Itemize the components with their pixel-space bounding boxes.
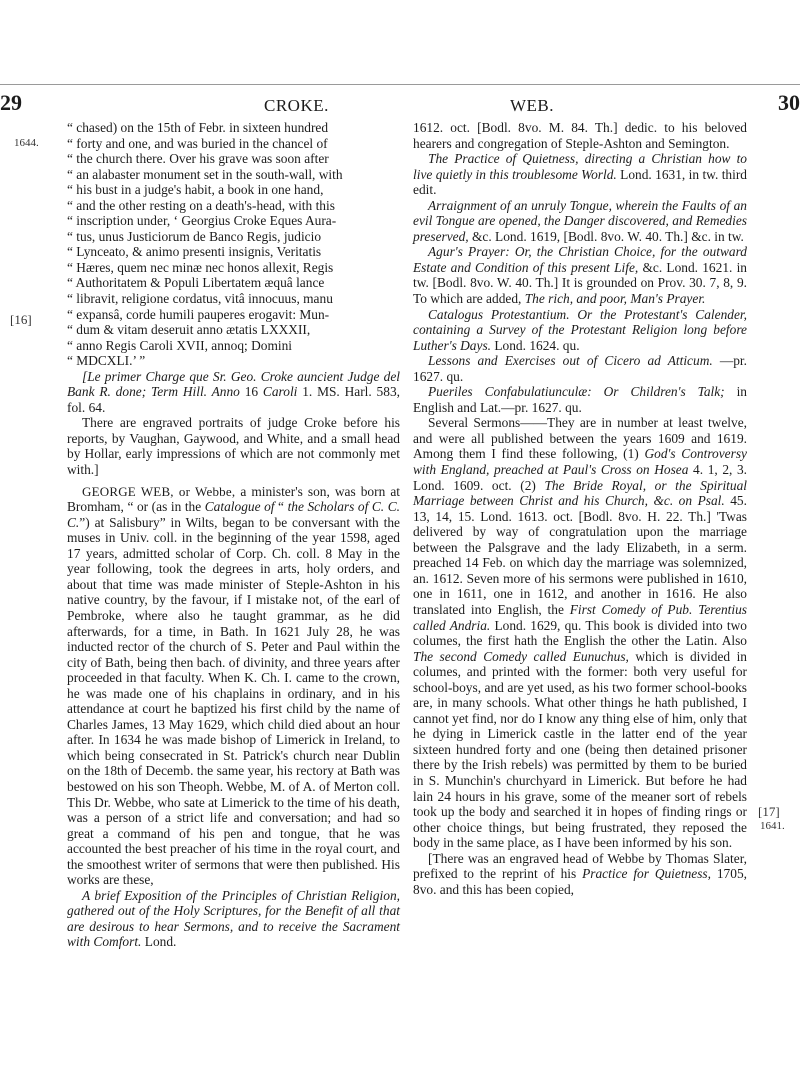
works-entry: 1612. oct. [Bodl. 8vo. M. 84. Th.] dedic. to his beloved hearers and congregation of Steple-Ashton and Semington. <box>413 120 747 151</box>
work-title: The rich, and poor, Man's Prayer. <box>524 291 706 307</box>
epitaph-line: “ the church there. Over his grave was soon after <box>67 151 329 167</box>
sermons-paragraph <box>413 415 747 850</box>
work-details: Lond. 1631, in tw. third edit. <box>413 166 747 198</box>
epitaph-line: “ his bust in a judge's habit, a book in one hand, <box>67 182 324 198</box>
works-entry <box>413 384 747 415</box>
work-details: Lond. 1624. qu. <box>491 337 580 353</box>
left-page-number: 29 <box>0 90 22 115</box>
work-details: —pr. 1627. qu. <box>413 353 747 384</box>
note-tail: 1. MS. Harl. 583, fol. 64. <box>67 384 400 415</box>
epitaph-line: “ dum & vitam deseruit anno ætatis LXXXII, <box>67 322 311 338</box>
work-title: Lessons and Exercises out of Cicero ad Atticum. <box>428 353 713 369</box>
engraving-note <box>413 851 747 898</box>
brief-exposition <box>67 888 400 950</box>
sermons-text: Several Sermons——They are in number at least twelve, and were all published between the years 1609 and 1619. Among them I find these following, (1) <box>413 415 747 462</box>
brief-exposition-title: A brief Exposition of the Principles of Christian Religion, gathered out of the Holy Scriptures, for the Benefit of all that are desirous to hear Sermons, and to receive the Sacrament with Comfort. <box>67 887 400 950</box>
epitaph-line: “ expansâ, corde humili pauperes erogavit: Mun- <box>67 306 330 322</box>
epitaph-line: “ MDCXLI.’ ” <box>67 353 146 369</box>
epitaph-line: “ anno Regis Caroli XVII, annoq; Domini <box>67 337 292 353</box>
epitaph-line: “ Authoritatem & Populi Libertatem æquâ lance <box>67 275 325 291</box>
epitaph-quote <box>67 120 400 369</box>
works-entry <box>413 198 747 245</box>
left-column <box>67 120 400 950</box>
work-title: The second Comedy called Eunuchus, <box>413 648 629 664</box>
left-running-head: CROKE. <box>264 96 329 115</box>
epitaph-line: “ tus, unus Justiciorum de Banco Regis, judicio <box>67 228 322 244</box>
epitaph-line: “ forty and one, and was buried in the chancel of <box>67 135 328 151</box>
sermons-text: 4. 1, 2, 3. Lond. 1609. oct. (2) <box>413 462 748 493</box>
works-entry <box>413 151 747 198</box>
croke-note <box>67 369 400 416</box>
margin-marker-left: [16] <box>10 312 32 327</box>
web-catalogue: Catalogue of <box>204 499 275 515</box>
right-page-number: 30 <box>778 90 800 115</box>
top-rule <box>0 84 800 85</box>
work-title: Pueriles Confabulatiunculæ: Or Children's Talk; <box>428 384 725 400</box>
web-scholars: the Scholars of C. C. C. <box>67 499 400 530</box>
brief-exposition-tail: Lond. <box>141 934 177 950</box>
note-caroli: Caroli <box>262 384 298 400</box>
right-column <box>413 120 747 897</box>
work-title: The Bride Royal, or the Spiritual Marriage between Christ and his Church, &c. on Psal. <box>413 477 747 509</box>
work-title: Catalogus Protestantium. Or the Protestant's Calender, containing a Survey of the Protestant Religion long before Luther's Days. <box>413 306 747 353</box>
web-text: “ <box>274 499 288 515</box>
epitaph-line: “ inscription under, ‘ Georgius Croke Eques Aura- <box>67 213 337 229</box>
work-title: First Comedy of Pub. Terentius called Andria. <box>413 601 747 633</box>
web-biography <box>67 484 400 888</box>
margin-year-right: 1641. <box>760 820 785 832</box>
margin-year-left: 1644. <box>14 137 39 149</box>
epitaph-line: “ chased) on the 15th of Febr. in sixteen hundred <box>67 120 329 135</box>
epitaph-line: “ libravit, religione cordatus, vitâ innocuus, manu <box>67 291 333 307</box>
work-title: Arraignment of an unruly Tongue, wherein the Faults of an evil Tongue are opened, the Danger discovered, and Remedies preserved, <box>413 197 747 244</box>
work-details: in English and Lat.—pr. 1627. qu. <box>413 384 748 415</box>
web-text: a minister's son, was born at Bromham, “ or (as in the <box>67 483 400 515</box>
note-year: 16 <box>239 384 263 400</box>
work-title: The Practice of Quietness, directing a Christian how to live quietly in this troublesome World. <box>413 151 747 182</box>
engraving-text: [There was an engraved head of Webbe by Thomas Slater, prefixed to the reprint of his <box>413 850 747 882</box>
sermons-text: Lond. 1629, qu. This book is divided into two columes, the first hath the English the other the Latin. Also <box>413 617 747 649</box>
sermons-text: 45. 13, 14, 15. Lond. 1613. oct. [Bodl. 8vo. H. 22. Th.] 'Twas delivered by way of congratulation upon the marriage between the Palsgrave and the lady Elizabeth, in a serm. preached 14 Feb. on which day the marriage was solemnized, an. 1612. Seven more of his sermons were published in 1610, one in 1611, one in 1612, and another in 1616. He also translated into English, the <box>413 493 747 617</box>
epitaph-line: “ Hæres, quem nec minæ nec honos allexit, Regis <box>67 259 334 275</box>
portraits-paragraph: There are engraved portraits of judge Croke before his reports, by Vaughan, Gaywood, and White, and a small head by Hollar, early impressions of which are not commonly met with.] <box>67 415 400 478</box>
sermons-text: which is divided in columes, and printed with the former: both very useful for school-boys, and are yet used, as his two former school-books are, in many schools. What other things he hath published, I cannot yet find, nor do I know any thing else of him, only that he dying in Limerick castle in the latter end of the year sixteen hundred forty and one (being then detained prisoner there by the Irish rebels) was permitted by them to be buried in S. Munchin's churchyard in Limerick. But before he had lain 24 hours in his grave, some of the meaner sort of rebels took up the body and searched it in hopes of finding rings or other choice things, but being frustrated, they reposed the body in the same place, as I have been informed by his son. <box>413 648 747 851</box>
works-entry <box>413 353 747 384</box>
margin-marker-right: [17] <box>758 804 780 819</box>
epitaph-line: “ and the other resting on a death's-head, with this <box>67 197 335 213</box>
epitaph-line: “ Lynceato, & animo presenti insignis, Veritatis <box>67 244 322 260</box>
note-italic: [Le primer Charge que Sr. Geo. Croke auncient Judge del Bank R. done; Term Hill. Anno <box>67 368 400 400</box>
works-entry <box>413 244 747 306</box>
work-title: Agur's Prayer: Or, the Christian Choice, for the outward Estate and Condition of this present Life, <box>413 244 747 275</box>
epitaph-line: “ an alabaster monument set in the south-wall, with <box>67 166 343 182</box>
right-running-head: WEB. <box>510 96 555 115</box>
engraving-text: 1705, 8vo. and this has been copied, <box>413 866 747 897</box>
work-title: Practice for Quietness, <box>582 866 711 882</box>
work-title: God's Controversy with England, preached at Paul's Cross on Hosea <box>413 446 747 478</box>
web-name: GEORGE WEB, or Webbe, <box>82 483 236 499</box>
web-text: ”) at Salisbury” in Wilts, began to be conversant with the muses in Univ. coll. in the beginning of the year 1598, aged 17 years, admitted scholar of Corp. Ch. coll. 8 May in the year following, took the degrees in arts, holy orders, and about that time was made minister of Steple-Ashton in his native country, by the favour, if I mistake not, of the earl of Pembroke, where also he taught grammar, as he did afterwards, for a time, in Bath. In 1621 July 28, he was inducted rector of the church of S. Peter and Paul within the city of Bath, being then bach. of divinity, and three years after proceeded in that faculty. When K. Ch. I. came to the crown, he was made one of his chaplains in ordinary, and in his attendance at court he baptized his first child by the name of Charles James, 13 May 1629, which child died about an hour after. In 1634 he was made bishop of Limerick in Ireland, to which being consecrated in St. Patrick's church near Dublin on the 18th of Decemb. the same year, his rectory at Bath was bestowed on his son Theoph. Webbe, M. of A. of Merton coll. This Dr. Webbe, who sate at Limerick to the time of his death, was a person of a strict life and conversation; and had so great a command of his pen and tongue, that he was accounted the best preacher of his time in the royal court, and the smoothest writer of sermons that were then published. His works are these, <box>67 514 400 888</box>
work-details: &c. Lond. 1619, [Bodl. 8vo. W. 40. Th.] &c. in tw. <box>468 228 744 244</box>
works-entry <box>413 307 747 354</box>
work-details: &c. Lond. 1621. in tw. [Bodl. 8vo. W. 40. Th.] It is grounded on Prov. 30. 7, 8, 9. To which are added, <box>413 259 747 307</box>
